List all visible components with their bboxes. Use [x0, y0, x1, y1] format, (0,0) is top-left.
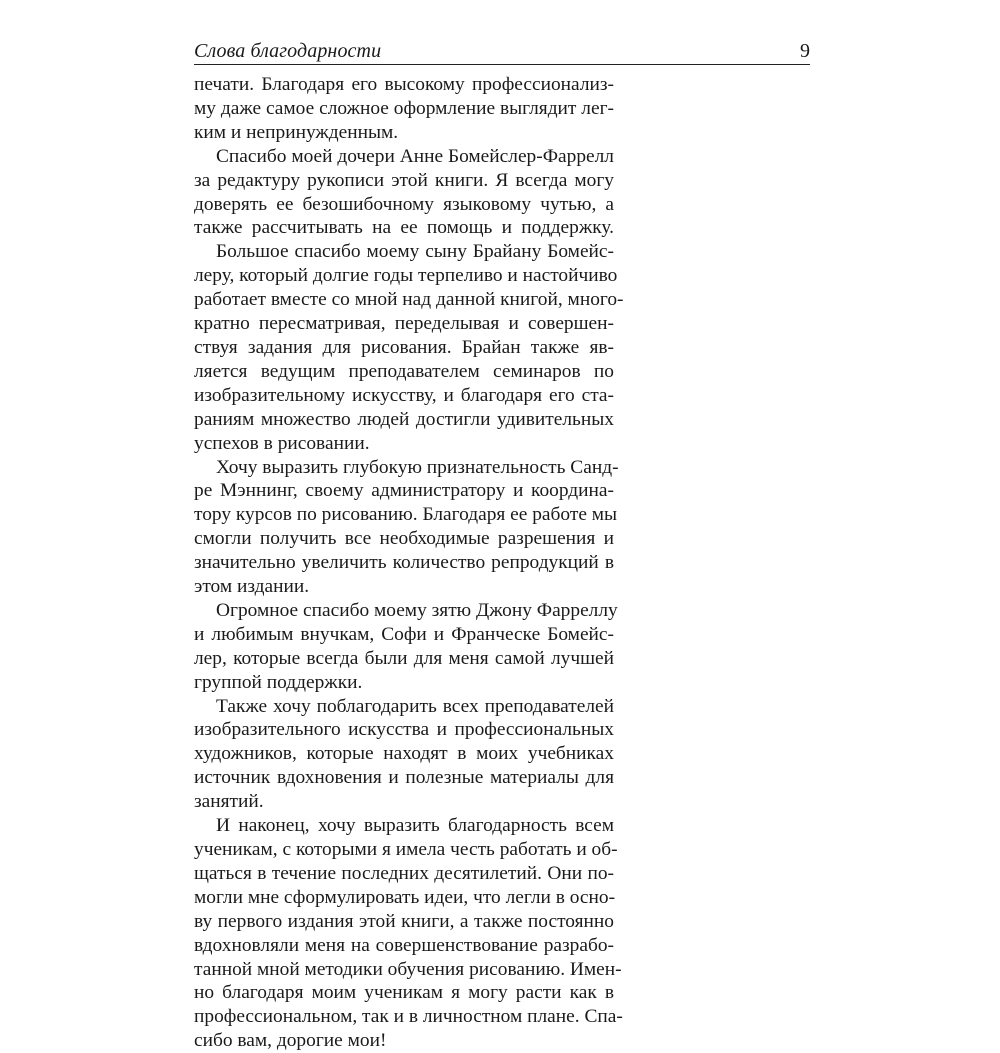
text-line: работает вместе со мной над данной книгой, много-	[194, 289, 624, 311]
text-line: и любимым внучкам, Софи и Франческе Бомейс-	[194, 623, 614, 645]
text-line: Большое спасибо моему сыну Брайану Бомейс-	[216, 241, 614, 263]
text-line: также рассчитывать на ее помощь и поддержку.	[194, 217, 614, 239]
text-line: щаться в течение последних десятилетий. Они по-	[194, 862, 614, 884]
paragraph	[194, 599, 618, 695]
text-line: лер, которые всегда были для меня самой лучшей	[194, 647, 614, 669]
paragraph	[194, 145, 614, 241]
text-line: леру, который долгие годы терпеливо и настойчиво	[194, 265, 618, 287]
text-line: профессиональном, так и в личностном плане. Спа-	[194, 1006, 623, 1028]
text-line: смогли получить все необходимые разрешения и	[194, 528, 614, 550]
text-line: занятий.	[194, 791, 264, 813]
text-line: тору курсов по рисованию. Благодаря ее работе мы	[194, 504, 618, 526]
text-line: му даже самое сложное оформление выглядит лег-	[194, 97, 614, 119]
text-line: успехов в рисовании.	[194, 432, 370, 454]
text-line: печати. Благодаря его высокому профессионализ-	[194, 74, 614, 95]
text-line: художников, которые находят в моих учебниках	[194, 743, 614, 765]
text-line: этом издании.	[194, 576, 310, 598]
text-line: Спасибо моей дочери Анне Бомейслер-Фаррелл	[216, 145, 614, 167]
text-line: ким и непринужденным.	[194, 121, 399, 143]
running-head	[194, 36, 810, 65]
text-line: кратно пересматривая, переделывая и совершен-	[194, 313, 614, 335]
paragraph	[194, 240, 624, 455]
text-line: группой поддержки.	[194, 671, 363, 693]
text-line: значительно увеличить количество репродукций в	[194, 552, 614, 574]
running-title: Слова благодарности	[194, 40, 382, 62]
text-line: танной мной методики обучения рисованию. Имен-	[194, 958, 622, 980]
text-line: но благодаря моим ученикам я могу расти как в	[194, 982, 614, 1004]
text-line: источник вдохновения и полезные материалы для	[194, 767, 614, 789]
text-line: могли мне сформулировать идеи, что легли в осно-	[194, 886, 616, 908]
page-number: 9	[800, 40, 810, 62]
text-line: Огромное спасибо моему зятю Джону Фарреллу	[216, 599, 618, 621]
paragraph	[194, 73, 614, 145]
text-line: доверять ее безошибочному языковому чутью, а	[194, 193, 614, 215]
text-line: ляется ведущим преподавателем семинаров по	[194, 360, 614, 382]
paragraph	[194, 814, 623, 1053]
text-line: изобразительному искусству, и благодаря его ста-	[194, 384, 614, 406]
text-line: вдохновляли меня на совершенствование разрабо-	[194, 934, 614, 956]
text-line: ученикам, с которыми я имела честь работать и об-	[194, 839, 618, 860]
text-line: ву первого издания этой книги, а также постоянно	[194, 910, 614, 932]
text-line: И наконец, хочу выразить благодарность всем	[216, 815, 614, 837]
text-line: Хочу выразить глубокую признательность Санд-	[216, 456, 619, 478]
paragraph	[194, 695, 614, 815]
text-line: Также хочу поблагодарить всех преподавателей	[216, 695, 614, 717]
text-line: раниям множество людей достигли удивительных	[194, 408, 614, 430]
text-line: за редактуру рукописи этой книги. Я всегда могу	[194, 169, 614, 191]
paragraph	[194, 456, 619, 599]
text-line: ствуя задания для рисования. Брайан также яв-	[194, 336, 614, 358]
text-line: изобразительного искусства и профессиональных	[194, 719, 614, 741]
text-line: сибо вам, дорогие мои!	[194, 1030, 387, 1052]
body-text	[194, 73, 624, 1053]
text-line: ре Мэннинг, своему администратору и координа-	[194, 480, 614, 502]
